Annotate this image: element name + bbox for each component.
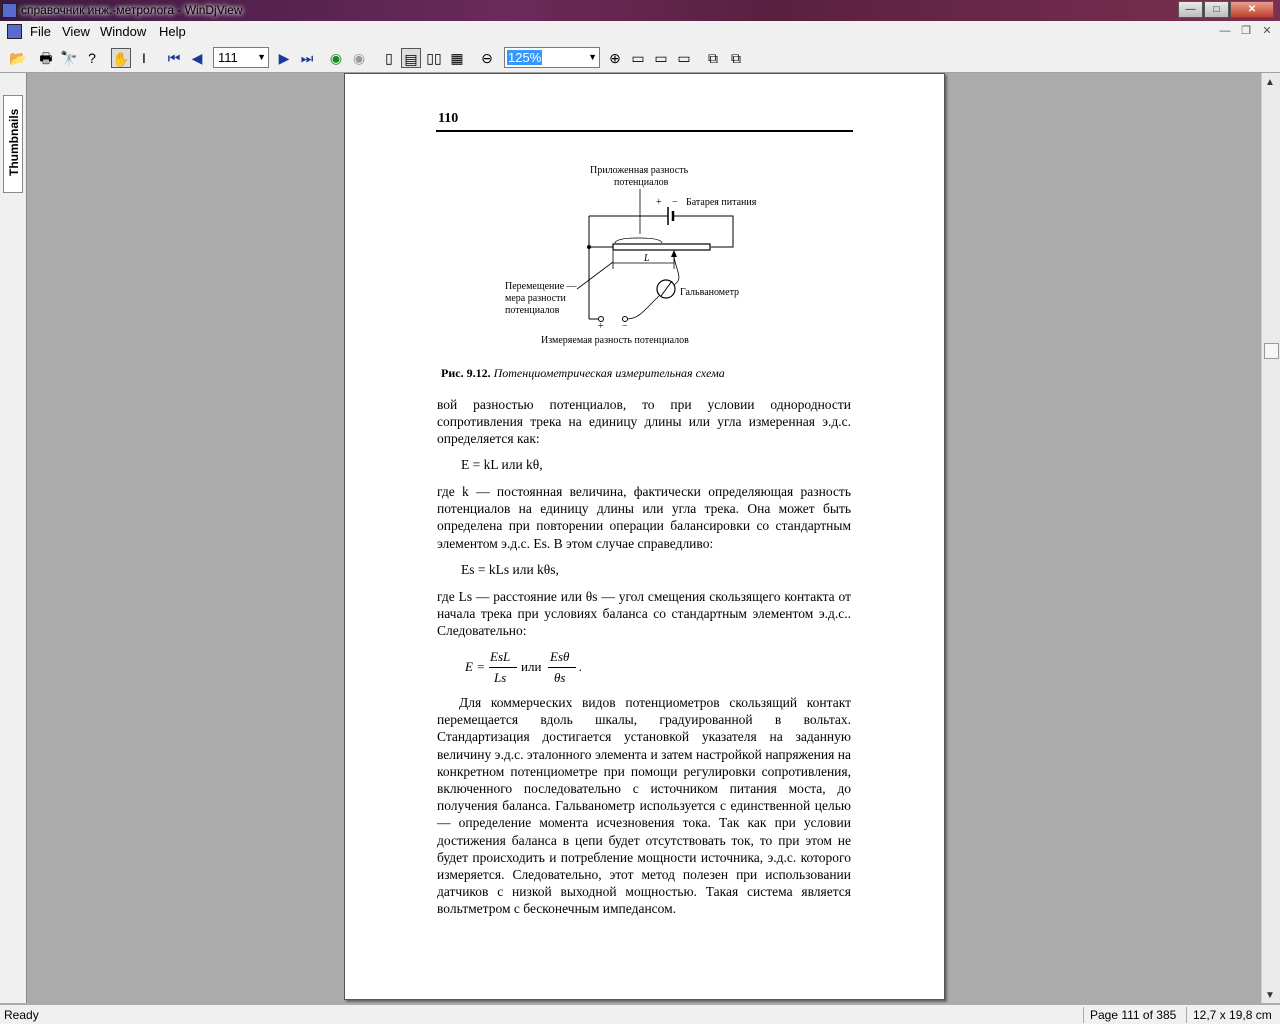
formula-2: Es = kLs или kθs,: [461, 562, 559, 577]
sidebar: [0, 73, 27, 1003]
scroll-thumb[interactable]: [1264, 343, 1279, 359]
find-icon[interactable]: 🔭: [60, 50, 78, 66]
scroll-up-icon[interactable]: ▲: [1265, 77, 1275, 88]
caption-text: Потенциометрическая измерительная схема: [493, 366, 725, 380]
paragraph-1: вой разностью потенциалов, то при условии однородности сопротивления трека на единицу длины или угла измеренная э.д.с. определяется как:: [437, 397, 851, 447]
fig-label-galvanometer: Гальванометр: [680, 287, 740, 298]
formula-3-num1: EsL: [490, 649, 511, 664]
menu-file[interactable]: File: [30, 24, 51, 39]
paragraph-4: Для коммерческих видов потенциометров скользящий контакт перемещается вдоль шкалы, градуированной в вольтах. Стандартизация достигается установкой указателя на заданную величину э.д.с. эталонного элемента и затем настройкой напряжения на конкретном потенциометре при помощи регулировки сопротивления, включенного последовательно с источником питания моста, до получения баланса. Гальванометр используется с единственной целью — определение момента исчезновения тока. Так как при условии достижения баланса в цепи будет отсутствовать ток, то при этом не будет происходить и потребление мощности источника, э.д.с. которого измеряется. Следовательно, этот метод полезен при использовании датчиков с низкой выходной мощностью. Такая система является вольтметром с бесконечным импедансом.: [437, 695, 851, 917]
document-icon[interactable]: [7, 24, 22, 39]
menu-bar: [0, 21, 1280, 42]
fig-battery-plus: +: [656, 197, 662, 208]
fraction-bar-2: [548, 667, 576, 668]
page-number-header: 110: [438, 111, 459, 126]
fig-label-move-1: Перемещение —: [505, 281, 577, 292]
formula-3-den1: Ls: [494, 670, 507, 685]
mdi-close-button[interactable]: ✕: [1262, 25, 1272, 37]
thumbnails-tab[interactable]: [3, 95, 23, 193]
page-dropdown-icon[interactable]: ▼: [257, 52, 266, 62]
toolbar: [0, 42, 1280, 73]
menu-view[interactable]: View: [62, 24, 90, 39]
thumbnails-tab-label: Thumbnails: [7, 108, 21, 176]
window-title: справочник инж.-метролога - WinDjView: [21, 3, 243, 17]
formula-3-or: или: [521, 659, 542, 674]
back-icon[interactable]: ◉: [329, 50, 343, 66]
actual-size-icon[interactable]: ▭: [677, 50, 691, 66]
figure-caption: [441, 366, 725, 381]
status-separator: [1083, 1007, 1084, 1023]
mdi-restore-button[interactable]: ❐: [1241, 25, 1251, 37]
rotate-right-icon[interactable]: ⧉: [731, 50, 741, 66]
fig-terminal-plus: +: [598, 321, 604, 332]
forward-icon[interactable]: ◉: [352, 50, 366, 66]
help-icon[interactable]: ?: [88, 50, 96, 66]
close-button[interactable]: ✕: [1230, 1, 1274, 18]
first-page-icon[interactable]: ⏮: [167, 50, 181, 66]
mdi-minimize-button[interactable]: —: [1219, 25, 1231, 37]
formula-3-den2: θs: [554, 670, 566, 685]
paragraph-3: где Ls — расстояние или θs — угол смещения скользящего контакта от начала трека при условиях баланса со стандартным элементом э.д.с.. Следовательно:: [437, 589, 851, 639]
select-tool-icon[interactable]: I: [142, 50, 146, 66]
vertical-scrollbar[interactable]: [1261, 73, 1280, 1003]
document-viewport[interactable]: [28, 73, 1261, 1003]
paragraph-2: где k — постоянная величина, фактически определяющая разность потенциалов на единицу длины или угла трека. Она может быть определена при повторении операции балансировки со стандартным элементом э.д.с. Es. В этом случае справедливо:: [437, 484, 851, 551]
print-icon[interactable]: 🖶: [39, 50, 53, 66]
last-page-icon[interactable]: ⏭: [300, 50, 314, 66]
formula-3-end: .: [579, 659, 583, 674]
fit-page-icon[interactable]: ▭: [631, 50, 645, 66]
zoom-out-icon[interactable]: ⊖: [481, 50, 493, 66]
fig-label-measured: Измеряемая разность потенциалов: [541, 335, 689, 346]
continuous-page-icon[interactable]: ▤: [401, 48, 421, 68]
zoom-select[interactable]: [504, 47, 600, 68]
single-page-icon[interactable]: ▯: [385, 50, 393, 66]
next-page-icon[interactable]: ▶: [278, 50, 290, 66]
caption-number: Рис. 9.12.: [441, 366, 491, 380]
status-page-size: 12,7 x 19,8 cm: [1193, 1008, 1272, 1022]
fig-label-applied-2: потенциалов: [614, 177, 669, 188]
fig-label-move-2: мера разности: [505, 293, 566, 304]
prev-page-icon[interactable]: ◀: [191, 50, 203, 66]
maximize-button[interactable]: □: [1204, 1, 1229, 18]
facing-pages-icon[interactable]: ▯▯: [426, 50, 442, 66]
fraction-bar-1: [489, 667, 517, 668]
title-bar: [0, 0, 1280, 21]
circuit-figure: [485, 159, 815, 349]
menu-window[interactable]: Window: [100, 24, 147, 39]
fig-label-battery: Батарея питания: [686, 197, 757, 208]
zoom-dropdown-icon[interactable]: ▼: [588, 52, 597, 62]
continuous-facing-icon[interactable]: ▦: [450, 50, 464, 66]
minimize-button[interactable]: —: [1178, 1, 1203, 18]
status-separator: [1186, 1007, 1187, 1023]
fig-label-move-3: потенциалов: [505, 305, 560, 316]
header-rule: [436, 130, 853, 132]
formula-3-lhs: E =: [465, 659, 485, 674]
fig-label-L: L: [644, 253, 650, 264]
fit-width-icon[interactable]: ▭: [654, 50, 668, 66]
open-folder-icon[interactable]: 📂: [9, 50, 27, 66]
status-bar: [0, 1004, 1280, 1024]
rotate-left-icon[interactable]: ⧉: [708, 50, 718, 66]
status-ready: Ready: [4, 1008, 39, 1022]
formula-3-num2: Esθ: [550, 649, 570, 664]
status-page-info: Page 111 of 385: [1090, 1008, 1177, 1022]
hand-tool-icon[interactable]: ✋: [111, 48, 131, 68]
scroll-down-icon[interactable]: ▼: [1265, 990, 1275, 1001]
fig-terminal-minus: −: [622, 321, 628, 332]
menu-help[interactable]: Help: [159, 24, 186, 39]
page-number-input[interactable]: [213, 47, 269, 68]
zoom-value: 125%: [508, 50, 542, 65]
formula-1: E = kL или kθ,: [461, 457, 543, 472]
app-icon: [2, 3, 17, 18]
zoom-in-icon[interactable]: ⊕: [609, 50, 621, 66]
page-number-value: 111: [218, 50, 238, 65]
fig-label-applied-1: Приложенная разность: [590, 165, 689, 176]
document-page: [344, 73, 945, 1000]
fig-battery-minus: −: [672, 197, 678, 208]
